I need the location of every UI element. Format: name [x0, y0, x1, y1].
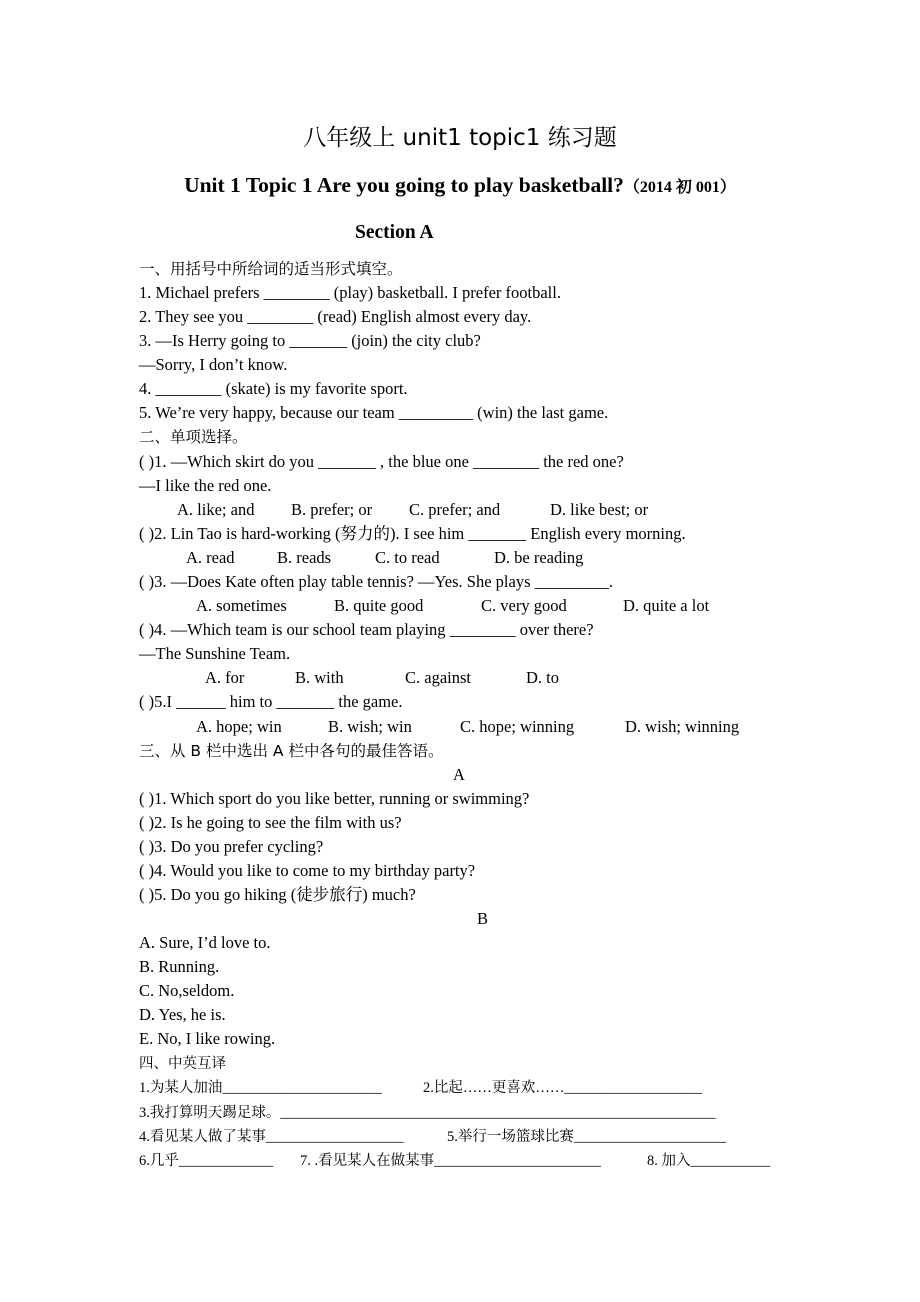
- part1-item-5: 5. We’re very happy, because our team _________ (win) the last game.: [139, 403, 609, 422]
- match-b-item-b: B. Running.: [139, 957, 220, 976]
- match-a-item-3: ( )3. Do you prefer cycling?: [139, 837, 324, 856]
- part3-heading: 三、从 B 栏中选出 A 栏中各句的最佳答语。: [139, 742, 444, 760]
- q3-option-a: A. sometimes: [196, 596, 287, 615]
- part4-heading: 四、中英互译: [139, 1056, 226, 1072]
- q2-option-d: D. be reading: [494, 548, 584, 567]
- q3-option-b: B. quite good: [334, 596, 424, 615]
- q4-option-b: B. with: [295, 668, 344, 687]
- q3-stem: ( )3. —Does Kate often play table tennis? —Yes. She plays _________.: [139, 572, 613, 591]
- q1-option-b: B. prefer; or: [291, 500, 373, 519]
- part2-heading: 二、单项选择。: [139, 428, 248, 446]
- part1-item-1: 1. Michael prefers ________ (play) basketball. I prefer football.: [139, 283, 561, 302]
- translate-item-8: 8. 加入___________: [647, 1153, 771, 1169]
- part1-item-2: 2. They see you ________ (read) English almost every day.: [139, 307, 532, 326]
- unit-title-note: （2014 初 001）: [623, 179, 736, 196]
- q3-option-d: D. quite a lot: [623, 596, 710, 615]
- match-a-item-1: ( )1. Which sport do you like better, running or swimming?: [139, 789, 530, 808]
- q4-option-a: A. for: [205, 668, 245, 687]
- q2-option-a: A. read: [186, 548, 235, 567]
- part1-heading: 一、用括号中所给词的适当形式填空。: [139, 260, 403, 278]
- q5-option-d: D. wish; winning: [625, 717, 740, 736]
- part1-item-3: 3. —Is Herry going to _______ (join) the city club?: [139, 331, 481, 350]
- q1-option-c: C. prefer; and: [409, 500, 501, 519]
- match-a-item-4: ( )4. Would you like to come to my birthday party?: [139, 861, 476, 880]
- column-a-label: A: [453, 765, 465, 784]
- unit-title: [0, 170, 920, 203]
- q5-option-b: B. wish; win: [328, 717, 412, 736]
- q4-reply: —The Sunshine Team.: [139, 644, 291, 663]
- q5-stem: ( )5.I ______ him to _______ the game.: [139, 692, 403, 711]
- match-b-item-e: E. No, I like rowing.: [139, 1029, 276, 1048]
- match-a-item-5: ( )5. Do you go hiking (徒步旅行) much?: [139, 885, 416, 904]
- q3-option-c: C. very good: [481, 596, 567, 615]
- q1-option-d: D. like best; or: [550, 500, 649, 519]
- q4-option-d: D. to: [526, 668, 559, 687]
- match-b-item-d: D. Yes, he is.: [139, 1005, 226, 1024]
- q1-reply: —I like the red one.: [139, 476, 272, 495]
- part1-item-3-reply: —Sorry, I don’t know.: [139, 355, 288, 374]
- q4-stem: ( )4. —Which team is our school team playing ________ over there?: [139, 620, 594, 639]
- q5-option-a: A. hope; win: [196, 717, 282, 736]
- match-b-item-a: A. Sure, I’d love to.: [139, 933, 271, 952]
- q2-option-c: C. to read: [375, 548, 440, 567]
- q1-option-a: A. like; and: [177, 500, 255, 519]
- match-b-item-c: C. No,seldom.: [139, 981, 235, 1000]
- translate-item-2: 2.比起……更喜欢……___________________: [423, 1080, 703, 1096]
- q4-option-c: C. against: [405, 668, 471, 687]
- q2-option-b: B. reads: [277, 548, 332, 567]
- q2-stem: ( )2. Lin Tao is hard-working (努力的). I see him _______ English every morning.: [139, 524, 686, 543]
- translate-item-7: 7. .看见某人在做某事_______________________: [300, 1153, 601, 1169]
- part1-item-4: 4. ________ (skate) is my favorite sport.: [139, 379, 408, 398]
- page-title: 八年级上 unit1 topic1 练习题: [303, 125, 617, 151]
- translate-item-5: 5.举行一场篮球比赛_____________________: [447, 1129, 727, 1145]
- translate-item-3: 3.我打算明天踢足球。____________________________________________________________: [139, 1105, 716, 1121]
- translate-item-4: 4.看见某人做了某事___________________: [139, 1129, 404, 1145]
- translate-item-1: 1.为某人加油______________________: [139, 1080, 382, 1096]
- translate-item-6: 6.几乎_____________: [139, 1153, 274, 1169]
- unit-title-main: Unit 1 Topic 1 Are you going to play basketball?: [184, 173, 624, 197]
- section-heading: Section A: [355, 222, 434, 243]
- q5-option-c: C. hope; winning: [460, 717, 575, 736]
- q1-stem: ( )1. —Which skirt do you _______ , the blue one ________ the red one?: [139, 452, 624, 471]
- column-b-label: B: [477, 909, 489, 928]
- match-a-item-2: ( )2. Is he going to see the film with us?: [139, 813, 402, 832]
